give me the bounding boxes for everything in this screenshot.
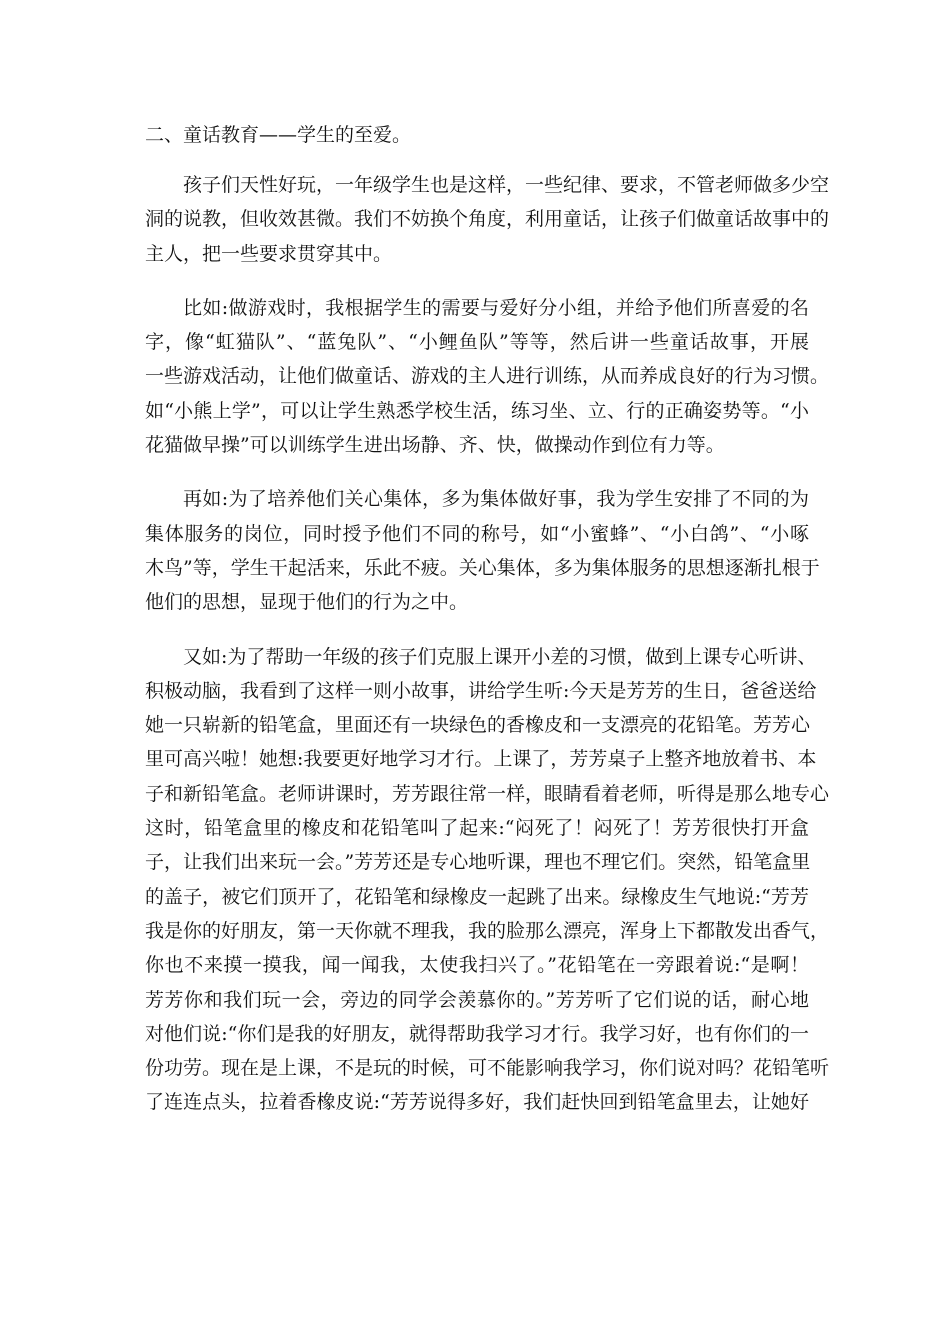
text-line: 了连连点头，拉着香橡皮说:“芳芳说得多好，我们赶快回到铅笔盒里去，让她好	[145, 1091, 809, 1114]
paragraph	[145, 291, 830, 462]
text-line: 积极动脑，我看到了这样一则小故事，讲给学生听:今天是芳芳的生日，爸爸送给	[145, 679, 817, 702]
paragraph	[145, 640, 830, 1120]
text-line: 主人，把一些要求贯穿其中。	[145, 242, 393, 265]
paragraph	[145, 482, 820, 619]
text-line: 你也不来摸一摸我，闻一闻我，太使我扫兴了。”花铅笔在一旁跟着说:“是啊！	[145, 954, 809, 977]
section-heading: 二、童话教育——学生的至爱。	[145, 124, 412, 146]
text-line: 再如:为了培养他们关心集体，多为集体做好事，我为学生安排了不同的为	[183, 488, 809, 511]
text-line: 一些游戏活动，让他们做童话、游戏的主人进行训练，从而养成良好的行为习惯。	[145, 365, 830, 388]
text-line: 芳芳你和我们玩一会，旁边的同学会羡慕你的。”芳芳听了它们说的话，耐心地	[145, 988, 809, 1011]
text-line: 花猫做早操”可以训练学生进出场静、齐、快，做操动作到位有力等。	[145, 434, 725, 457]
text-line: 里可高兴啦！她想:我要更好地学习才行。上课了，芳芳桌子上整齐地放着书、本	[145, 748, 817, 771]
text-line: 份功劳。现在是上课，不是玩的时候，可不能影响我学习，你们说对吗？花铅笔听	[145, 1057, 830, 1080]
text-line: 的盖子，被它们顶开了，花铅笔和绿橡皮一起跳了出来。绿橡皮生气地说:“芳芳	[145, 885, 809, 908]
text-line: 这时，铅笔盒里的橡皮和花铅笔叫了起来:“闷死了！闷死了！芳芳很快打开盒	[145, 817, 809, 840]
text-line: 孩子们天性好玩，一年级学生也是这样，一些纪律、要求，不管老师做多少空	[183, 174, 830, 196]
paragraph	[145, 168, 830, 271]
paragraph-list	[145, 168, 830, 1120]
text-line: 她一只崭新的铅笔盒，里面还有一块绿色的香橡皮和一支漂亮的花铅笔。芳芳心	[145, 714, 811, 737]
text-line: 比如:做游戏时，我根据学生的需要与爱好分小组，并给予他们所喜爱的名	[183, 296, 809, 319]
document-page	[145, 118, 830, 1140]
text-line: 木鸟”等，学生干起活来，乐此不疲。关心集体，多为集体服务的思想逐渐扎根于	[145, 556, 820, 579]
text-line: 又如:为了帮助一年级的孩子们克服上课开小差的习惯，做到上课专心听讲、	[183, 645, 817, 668]
text-line: 如“小熊上学”，可以让学生熟悉学校生活，练习坐、立、行的正确姿势等。“小	[145, 399, 809, 422]
text-line: 对他们说:“你们是我的好朋友，就得帮助我学习才行。我学习好，也有你们的一	[145, 1022, 809, 1045]
text-line: 我是你的好朋友，第一天你就不理我，我的脸那么漂亮，浑身上下都散发出香气，	[145, 919, 830, 942]
text-line: 他们的思想，显现于他们的行为之中。	[145, 591, 469, 614]
text-line: 集体服务的岗位，同时授予他们不同的称号，如“小蜜蜂”、“小白鸽”、“小啄	[145, 522, 809, 545]
text-line: 子和新铅笔盒。老师讲课时，芳芳跟往常一样，眼睛看着老师，听得是那么地专心	[145, 782, 830, 805]
text-line: 字，像“虹猫队”、“蓝兔队”、“小鲤鱼队”等等，然后讲一些童话故事，开展	[145, 331, 809, 354]
text-line: 洞的说教，但收效甚微。我们不妨换个角度，利用童话，让孩子们做童话故事中的	[145, 208, 830, 231]
text-line: 子，让我们出来玩一会。”芳芳还是专心地听课，理也不理它们。突然，铅笔盒里	[145, 851, 811, 874]
